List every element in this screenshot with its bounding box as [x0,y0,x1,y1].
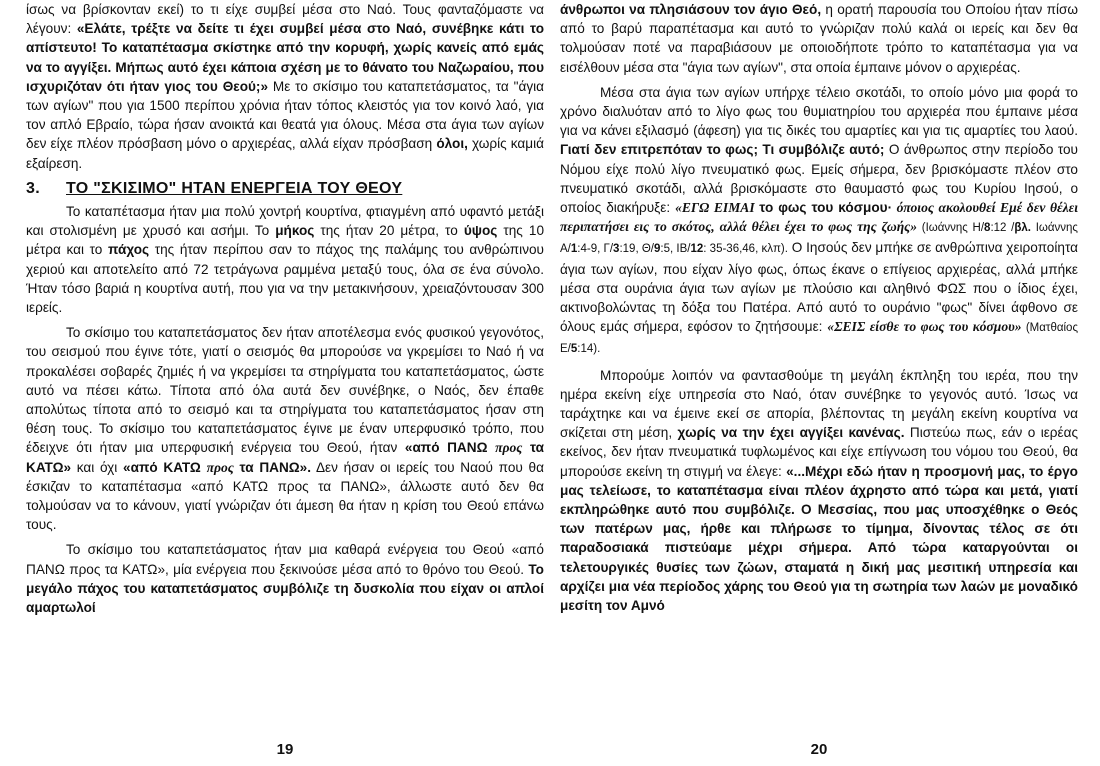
text-run: Το καταπέτασμα ήταν μια πολύ χοντρή κουρτίνα, φτιαγμένη από υφαντό μετάξι και στολισμένη με χρυσό και ασήμι. Το [26,204,544,239]
text-run: βλ. [1014,222,1031,235]
text-run: Το σκίσιμο του καταπετάσματος ήταν μια καθαρά ενέργεια του Θεού «από ΠΑΝΩ προς τα ΚΑΤΩ», μία ενέργεια που ξεκινούσε μέσα από το θρόνο του Θεού. [26,542,544,577]
text-run: Γιατί δεν επιτρεπόταν το φως; Τι συμβόλιζε αυτό; [560,142,885,158]
text-run: 9 [654,243,661,256]
text-run: Μέσα στα άγια των αγίων υπήρχε τέλειο σκοτάδι, το οποίο μόνο μια φορά το χρόνο διαλυόταν από το λίγο φως του θυμιατηρίου του αρχιερέα που έμπαινε μέσα για να κάνει εξιλασμό (άφεση) για τις δικές του αμαρτίες και για τις αμαρτίες του λαού. [560,84,1078,139]
text-run: :14). [577,343,601,356]
text-run: της ήταν περίπου σαν το πάχος της παλάμης του ανθρώπινου χεριού και αποτελείτο από 72 τετράγωνα ραμμένα μεταξύ τους, όλα σε ένα σύνολο. Ήταν τόσο βαριά η κουρτίνα αυτή, που για να την μετακινήσουν, χρειαζόντουσαν 300 ιερείς. [26,242,544,316]
paragraph [560,366,1078,616]
paragraph [560,83,1078,360]
text-run: Πιστεύω πως, εάν ο ιερέας εκείνος, δεν ήταν πνευματικά τυφλωμένος και είχε επίγνωση του νόμου του Θεού, θα μπορούσε εκείνη τη στιγμή να έλεγε: [560,425,1078,479]
text-run: :19, Θ/ [619,243,654,256]
text-run: πάχος [108,242,150,258]
text-run: προς [495,440,523,456]
text-run: «...Μέχρι εδώ ήταν η προσμονή μας, το έργο μας τελείωσε, το καταπέτασμα είναι πλέον άχρηστο από τώρα και μετά, γιατί εκπληρώθηκε αυτό που συμβόλιζε. Ο Μεσσίας, που μας υποσχέθηκε ο Θεός των πατέρων μας, ήρθε και πλήρωσε το τίμημα, δίνοντας τέλος σε ότι παραδοσιακά πιστεύαμε μέχρι σήμερα. Από τώρα καταργούνται οι τελετουργικές θυσίες των ζώων, σταματά η δική μας μεσιτική υπηρεσία και αρχίζει μια νέα περίοδος χάρης του Θεού για τη σωτηρία των λαών με μοναδικό μεσίτη τον Αμνό [560,463,1078,614]
page-20 [560,0,1078,766]
text-run: Το μεγάλο πάχος του καταπετάσματος συμβόλιζε τη δυσκολία που είχαν οι απλοί αμαρτωλοί [26,561,544,616]
text-run: άνθρωποι να πλησιάσουν τον άγιο Θεό, [560,2,822,17]
text-run: (Ιωάννης Η/ [917,222,985,235]
text-run: 3 [613,243,620,256]
text-run: Ιωάννης Α/ [560,222,1078,256]
section-title: ΤΟ "ΣΚΙΣΙΜΟ" ΗΤΑΝ ΕΝΕΡΓΕΙΑ ΤΟΥ ΘΕΟΥ [66,179,403,197]
text-run: όλοι, [436,136,468,152]
section-heading [26,179,544,198]
section-number: 3. [26,179,40,197]
page-19-text [26,0,544,617]
text-run: όποιος ακολουθεί Εμέ δεν θέλει περιπατήσει εις το σκότος, αλλά θέλει έχει το φως της ζωής» [560,200,1078,235]
text-run: μήκος [275,223,315,239]
text-run: «από ΠΑΝΩ [404,440,496,456]
paragraph [26,323,544,534]
text-run: Το σκίσιμο του καταπετάσματος δεν ήταν αποτέλεσμα ενός φυσικού γεγονότος, του σεισμού που έγινε τότε, γιατί ο σεισμός θα μπορούσε να γκρεμίσει το Ναό ή να προκαλέσει σοβαρές ζημιές ή να γκρεμίσει τα στηρίγματα του καταπετάσματος, ώστε αυτό να πέσει κάτω. Τίποτα από όλα αυτά δεν συνέβηκε, ο Ναός, δεν έπαθε απολύτως τίποτα από το σεισμό και τα στηρίγματα του καταπετάσματος ήσαν στη θέση τους. Το σκίσιμο του καταπετάσματος έγινε με έναν υπερφυσικό τρόπο, που έδειχνε ότι ήταν μια υπερφυσική ενέργεια του Θεού, ήταν [26,325,544,456]
text-run: 1 [570,243,578,256]
text-run: χωρίς καμιά εξαίρεση. [26,136,544,171]
text-run: «ΣΕΙΣ είσθε το φως του κόσμου» [827,319,1022,335]
text-run: (Ματθαίος Ε/ [560,322,1078,356]
page-19 [26,0,544,766]
paragraph [26,540,544,617]
text-run: η ορατή παρουσία του Οποίου ήταν πίσω από το βαρύ παραπέτασμα και αυτό το γνώριζαν πολύ καλά οι ιερείς και δεν θα τολμούσαν ποτέ να παραβιάσουν με οποιοδήποτε τρόπο το καταπέτασμα για να εισέλθουν μέσα στα "άγια των αγίων", στα οποία έμπαινε μόνον ο αρχιερέας. [560,2,1078,75]
text-run: ίσως να βρίσκονταν εκεί) το τι είχε συμβεί μέσα στο Ναό. Τους φανταζόμαστε να λέγουν: [26,2,544,37]
text-run: «ΕΓΩ ΕΙΜΑΙ [675,200,760,216]
text-run: 8 [984,222,991,235]
text-run: και όχι [71,459,124,475]
text-run: 5 [570,343,578,356]
text-run: το φως του κόσμου· [759,200,893,216]
text-run: χωρίς να την έχει αγγίξει κανένας. [677,425,905,441]
text-run: :5, ΙΒ/ [660,243,691,256]
paragraph [560,0,1078,77]
text-run: τα ΠΑΝΩ». [233,459,312,475]
text-run: 12 [690,243,704,256]
page-number: 20 [810,741,828,758]
text-run: Δεν ήσαν οι ιερείς του Ναού που θα έσκιζαν το καταπέτασμα «από ΚΑΤΩ προς τα ΠΑΝΩ», άλλωστε αυτό δεν θα τολμούσαν να το κάνουν, γιατί γνώριζαν ότι άμεση θα ήταν η κρίση του Θεού επάνω τους. [26,459,544,533]
paragraph [26,0,544,173]
text-run: προς [206,459,234,475]
text-run: :12 / [990,222,1015,235]
text-run: Μπορούμε λοιπόν να φαντασθούμε τη μεγάλη έκπληξη του ιερέα, που την ημέρα εκείνη είχε υπηρεσία στο Ναό, όταν συνέβηκε το γεγονός αυτό. Ίσως να ταράχτηκε και να έμεινε εκεί σε απορία, βλέποντας τη μεγάλη εκείνη κουρτίνα να σκίζεται στη μέση, [560,367,1078,441]
paragraph [26,202,544,317]
text-run: της ήταν 20 μέτρα, το [314,223,464,239]
page-number: 19 [276,741,294,758]
page-20-text [560,0,1078,615]
text-run: ύψος [463,223,498,239]
text-run: Ο Ιησούς δεν μπήκε σε ανθρώπινα χειροποίητα άγια των αγίων, που είχαν λίγο φως, όπως έκανε ο επίγειος αρχιερέας, αλλά μπήκε μέσα στα ουράνια άγια των αγίων με πλούσιο και αληθινό ΦΩΣ που ο ίδιος έχει, ακτινοβολώντας τη δόξα του Πατέρα. Από αυτό το ουράνιο "φως" δίνει άφθονο σε όλους εμάς σήμερα, εφόσον το ζητήσουμε: [560,240,1078,335]
text-run: της 10 μέτρα και το [26,223,545,258]
text-run: Με το σκίσιμο του καταπετάσματος, τα "άγια των αγίων" που για 1500 περίπου χρόνια ήταν τόπος κλειστός για τον κοινό λαό, για τον απλό Εβραίο, τώρα ήσαν ανοικτά και θεατά για όλους. Μέσα στα άγια των αγίων δεν είχε πλέον πρόσβαση μόνο ο αρχιερέας, αλλά είχαν πρόσβαση [26,78,544,152]
text-run: τα ΚΑΤΩ» [26,440,544,475]
text-run: «από ΚΑΤΩ [123,459,207,475]
text-run: «Ελάτε, τρέξτε να δείτε τι έχει συμβεί μέσα στο Ναό, συνέβηκε κάτι το απίστευτο! Το καταπέτασμα σκίστηκε από την κορυφή, χωρίς κανείς από εμάς να το αγγίξει. Μήπως αυτό έχει κάποια σχέση με το θάνατο του Ναζωραίου, που ισχυριζόταν ότι ήταν γιος του Θεού;» [26,21,544,94]
text-run: : 35-36,46, κλπ). [703,243,788,256]
text-run: Ο άνθρωπος στην περίοδο του Νόμου είχε πολύ λίγο πνευματικό φως. Εμείς σήμερα, δεν βρισκόμαστε πλέον στο πνευματικό σκοτάδι, αλλά βρισκόμαστε στο θαυμαστό φως του Κυρίου Ιησού, ο οποίος διακήρυξε: [560,142,1078,216]
text-run: :4-9, Γ/ [577,243,614,256]
